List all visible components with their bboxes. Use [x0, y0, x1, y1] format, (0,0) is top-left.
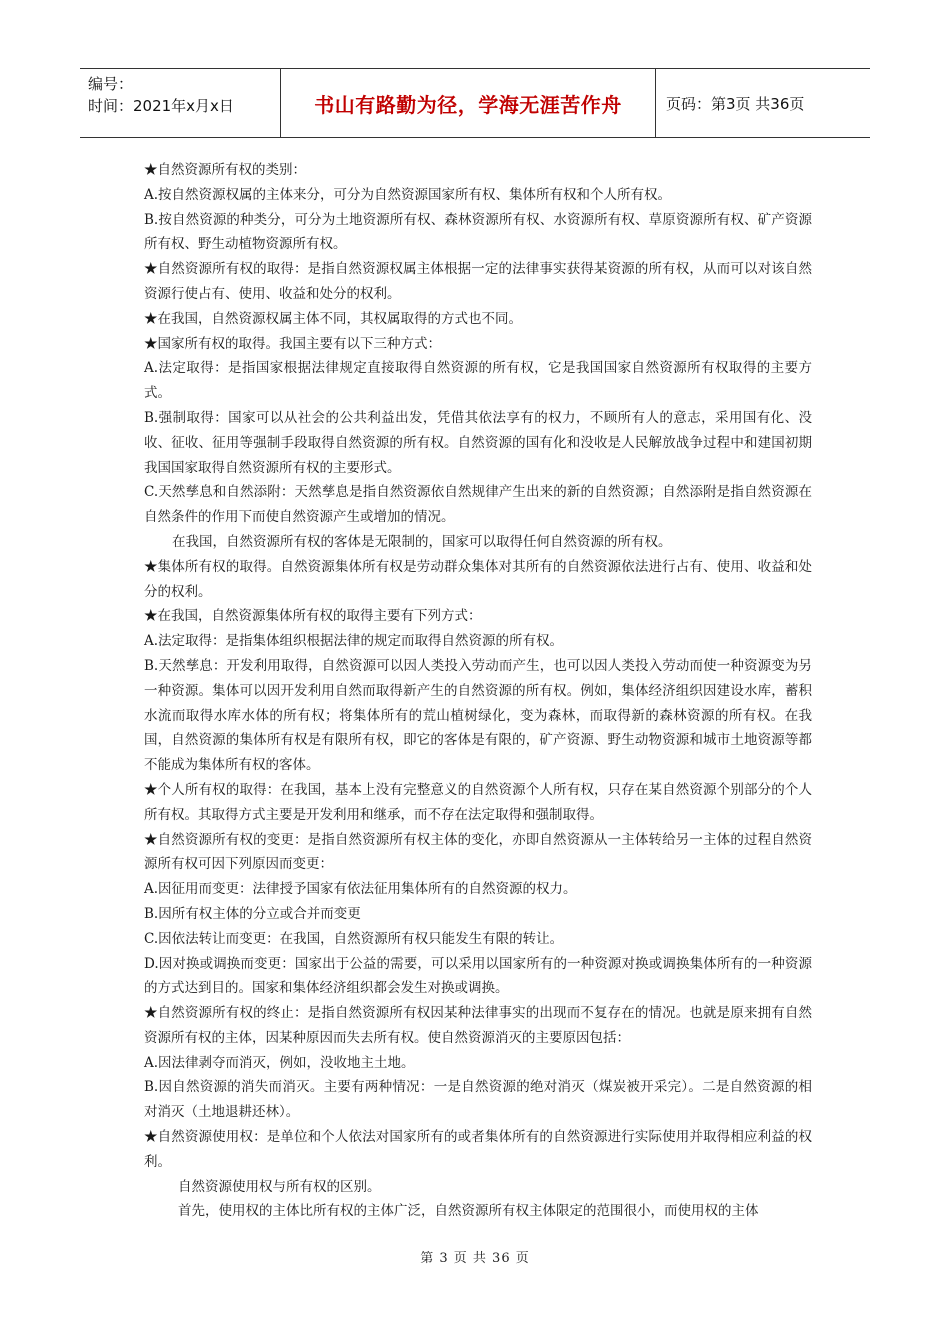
paragraph: B.天然孳息：开发利用取得，自然资源可以因人类投入劳动而产生，也可以因人类投入劳动而使一种资源变为另一种资源。集体可以因开发利用自然而取得新产生的自然资源的所有权。例如，集体经济组织因建设水库，蓄积水流而取得水库水体的所有权；将集体所有的荒山植树绿化，变为森林，而取得新的森林资源的所有权。在我国，自然资源的集体所有权是有限所有权，即它的客体是有限的，矿产资源、野生动物资源和城市土地资源等都不能成为集体所有权的客体。 — [144, 657, 812, 774]
date-label: 时间：2021年x月x日 — [88, 97, 234, 115]
document-body — [144, 158, 812, 1224]
paragraph: A.因法律剥夺而消灭，例如，没收地主土地。 — [144, 1054, 415, 1071]
header-meta — [80, 69, 280, 137]
paragraph: A.法定取得：是指集体组织根据法律的规定而取得自然资源的所有权。 — [144, 633, 564, 650]
paragraph: C.天然孳息和自然添附：天然孳息是指自然资源依自然规律产生出来的新的自然资源；自然添附是指自然资源在自然条件的作用下而使自然资源产生或增加的情况。 — [144, 484, 812, 526]
paragraph: D.因对换或调换而变更：国家出于公益的需要，可以采用以国家所有的一种资源对换或调换集体所有的一种资源的方式达到目的。国家和集体经济组织都会发生对换或调换。 — [144, 955, 812, 997]
paragraph: B.按自然资源的种类分，可分为土地资源所有权、森林资源所有权、水资源所有权、草原资源所有权、矿产资源所有权、野生动植物资源所有权。 — [144, 211, 812, 253]
paragraph: ★自然资源所有权的变更：是指自然资源所有权主体的变化，亦即自然资源从一主体转给另一主体的过程自然资源所有权可因下列原因而变更： — [144, 831, 812, 873]
paragraph: A.法定取得：是指国家根据法律规定直接取得自然资源的所有权，它是我国国家自然资源所有权取得的主要方式。 — [144, 360, 812, 402]
paragraph: 自然资源使用权与所有权的区别。 — [178, 1178, 381, 1195]
paragraph: ★在我国，自然资源权属主体不同，其权属取得的方式也不同。 — [144, 310, 522, 327]
paragraph: ★集体所有权的取得。自然资源集体所有权是劳动群众集体对其所有的自然资源依法进行占有、使用、收益和处分的权利。 — [144, 558, 812, 600]
paragraph: ★个人所有权的取得：在我国，基本上没有完整意义的自然资源个人所有权，只存在某自然资源个别部分的个人所有权。其取得方式主要是开发利用和继承，而不存在法定取得和强制取得。 — [144, 781, 812, 823]
paragraph: ★自然资源所有权的终止：是指自然资源所有权因某种法律事实的出现而不复存在的情况。也就是原来拥有自然资源所有权的主体，因某种原因而失去所有权。使自然资源消灭的主要原因包括： — [144, 1005, 812, 1046]
paragraph: B.因自然资源的消失而消灭。主要有两种情况：一是自然资源的绝对消灭（煤炭被开采完）。二是自然资源的相对消灭（土地退耕还林）。 — [144, 1079, 812, 1121]
header-motto: 书山有路勤为径，学海无涯苦作舟 — [280, 69, 656, 137]
paragraph: A.因征用而变更：法律授予国家有依法征用集体所有的自然资源的权力。 — [144, 881, 577, 898]
paragraph: 首先，使用权的主体比所有权的主体广泛，自然资源所有权主体限定的范围很小，而使用权的主体 — [178, 1203, 759, 1220]
paragraph: B.因所有权主体的分立或合并而变更 — [144, 905, 361, 922]
paragraph: ★自然资源使用权：是单位和个人依法对国家所有的或者集体所有的自然资源进行实际使用并取得相应利益的权利。 — [144, 1129, 812, 1170]
paragraph: ★自然资源所有权的取得：是指自然资源权属主体根据一定的法律事实获得某资源的所有权，从而可以对该自然资源行使占有、使用、收益和处分的权利。 — [144, 261, 812, 302]
page-footer: 第 3 页 共 36 页 — [420, 1251, 530, 1266]
page-header — [80, 68, 870, 138]
paragraph: A.按自然资源权属的主体来分，可分为自然资源国家所有权、集体所有权和个人所有权。 — [144, 186, 672, 203]
number-label: 编号： — [88, 75, 134, 93]
paragraph: B.强制取得：国家可以从社会的公共利益出发，凭借其依法享有的权力，不顾所有人的意志，采用国有化、没收、征收、征用等强制手段取得自然资源的所有权。自然资源的国有化和没收是人民解放战争过程中和建国初期我国国家取得自然资源所有权的主要形式。 — [144, 409, 812, 476]
paragraph: ★国家所有权的取得。我国主要有以下三种方式： — [144, 335, 441, 352]
paragraph: ★自然资源所有权的类别： — [144, 162, 306, 178]
paragraph: ★在我国，自然资源集体所有权的取得主要有下列方式： — [144, 608, 482, 625]
header-page-info: 页码：第3页 共36页 — [666, 94, 805, 113]
paragraph: C.因依法转让而变更：在我国，自然资源所有权只能发生有限的转让。 — [144, 930, 564, 947]
paragraph: 在我国，自然资源所有权的客体是无限制的，国家可以取得任何自然资源的所有权。 — [172, 533, 672, 550]
